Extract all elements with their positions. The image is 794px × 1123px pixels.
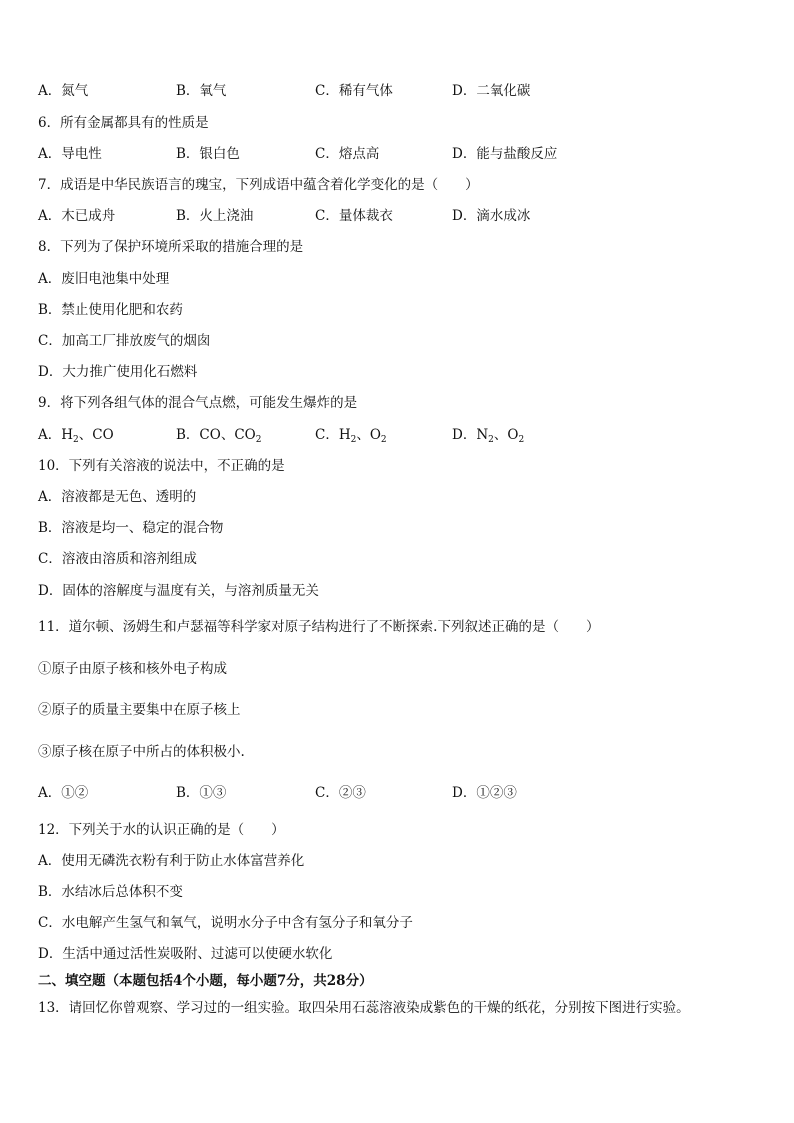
q5-option-c: C．稀有气体 [315,83,393,99]
q9-b-sub1: 2 [255,435,262,445]
q7-options [38,207,758,225]
q12-stem: 12．下列关于水的认识正确的是（ ） [38,822,285,838]
q9-a-mid: 、CO [78,427,114,443]
q8-option-a: A．废旧电池集中处理 [38,271,170,287]
q11-option-d: D．①②③ [452,785,517,801]
q11-statement-2: ②原子的质量主要集中在原子核上 [38,702,241,718]
q12-option-d: D．生活中通过活性炭吸附、过滤可以使硬水软化 [38,946,333,962]
q5-option-d: D．二氧化碳 [452,83,531,99]
q7-option-d: D．滴水成冰 [452,208,531,224]
q9-c-prefix: C．H [315,427,351,443]
q6-option-b: B．银白色 [176,146,240,162]
q8-option-d: D．大力推广使用化石燃料 [38,364,198,380]
q8-option-b: B．禁止使用化肥和农药 [38,302,183,318]
q9-c-sub2: 2 [380,435,387,445]
q9-a-prefix: A．H [38,427,74,443]
q8-option-c: C．加高工厂排放废气的烟囱 [38,333,211,349]
q5-options [38,82,758,100]
q10-stem: 10．下列有关溶液的说法中，不正确的是 [38,458,285,474]
q13-stem: 13．请回忆你曾观察、学习过的一组实验。取四朵用石蕊溶液染成紫色的干燥的纸花，分别按下图进行实验。 [38,1000,690,1016]
q12-option-c: C．水电解产生氢气和氧气，说明水分子中含有氢分子和氧分子 [38,915,413,931]
q11-option-a: A．①② [38,785,89,801]
q9-c-sub1: 2 [350,435,357,445]
q6-option-a: A．导电性 [38,146,102,162]
q9-d-prefix: D．N [452,427,489,443]
q11-statement-3: ③原子核在原子中所占的体积极小. [38,744,245,760]
q11-option-b: B．①③ [176,785,227,801]
q7-option-c: C．量体裁衣 [315,208,393,224]
q9-option-b [176,426,261,444]
q6-option-c: C．熔点高 [315,146,380,162]
section-heading: 二、填空题（本题包括4个小题，每小题7分，共28分） [38,973,373,989]
q12-option-b: B．水结冰后总体积不变 [38,884,183,900]
q10-option-b: B．溶液是均一、稳定的混合物 [38,520,224,536]
q12-option-a: A．使用无磷洗衣粉有利于防止水体富营养化 [38,853,305,869]
q9-option-d [452,426,524,444]
q9-options [38,426,758,444]
q9-option-c [315,426,387,444]
q9-b-prefix: B．CO、CO [176,427,256,443]
q10-option-a: A．溶液都是无色、透明的 [38,489,197,505]
q5-option-b: B．氧气 [176,83,227,99]
q6-stem: 6．所有金属都具有的性质是 [38,115,209,131]
q6-option-d: D．能与盐酸反应 [452,146,558,162]
q9-a-sub1: 2 [73,435,79,445]
q9-stem: 9．将下列各组气体的混合气点燃，可能发生爆炸的是 [38,395,358,411]
q11-options [38,784,758,802]
q7-option-b: B．火上浇油 [176,208,254,224]
q6-options [38,145,758,163]
q8-stem: 8．下列为了保护环境所采取的措施合理的是 [38,239,304,255]
q7-stem: 7．成语是中华民族语言的瑰宝，下列成语中蕴含着化学变化的是（ ） [38,177,479,193]
q9-c-mid: 、O [356,427,381,443]
q10-option-c: C．溶液由溶质和溶剂组成 [38,551,197,567]
q10-option-d: D．固体的溶解度与温度有关，与溶剂质量无关 [38,583,319,599]
q9-d-mid: 、O [493,427,519,443]
q9-d-sub1: 2 [488,435,494,445]
q11-stem: 11．道尔顿、汤姆生和卢瑟福等科学家对原子结构进行了不断探索.下列叙述正确的是（ ） [38,619,600,635]
q11-statement-1: ①原子由原子核和核外电子构成 [38,661,227,677]
q11-option-c: C．②③ [315,785,366,801]
q9-d-sub2: 2 [518,435,525,445]
q5-option-a: A．氮气 [38,83,89,99]
q7-option-a: A．木已成舟 [38,208,116,224]
q9-option-a [38,426,114,444]
